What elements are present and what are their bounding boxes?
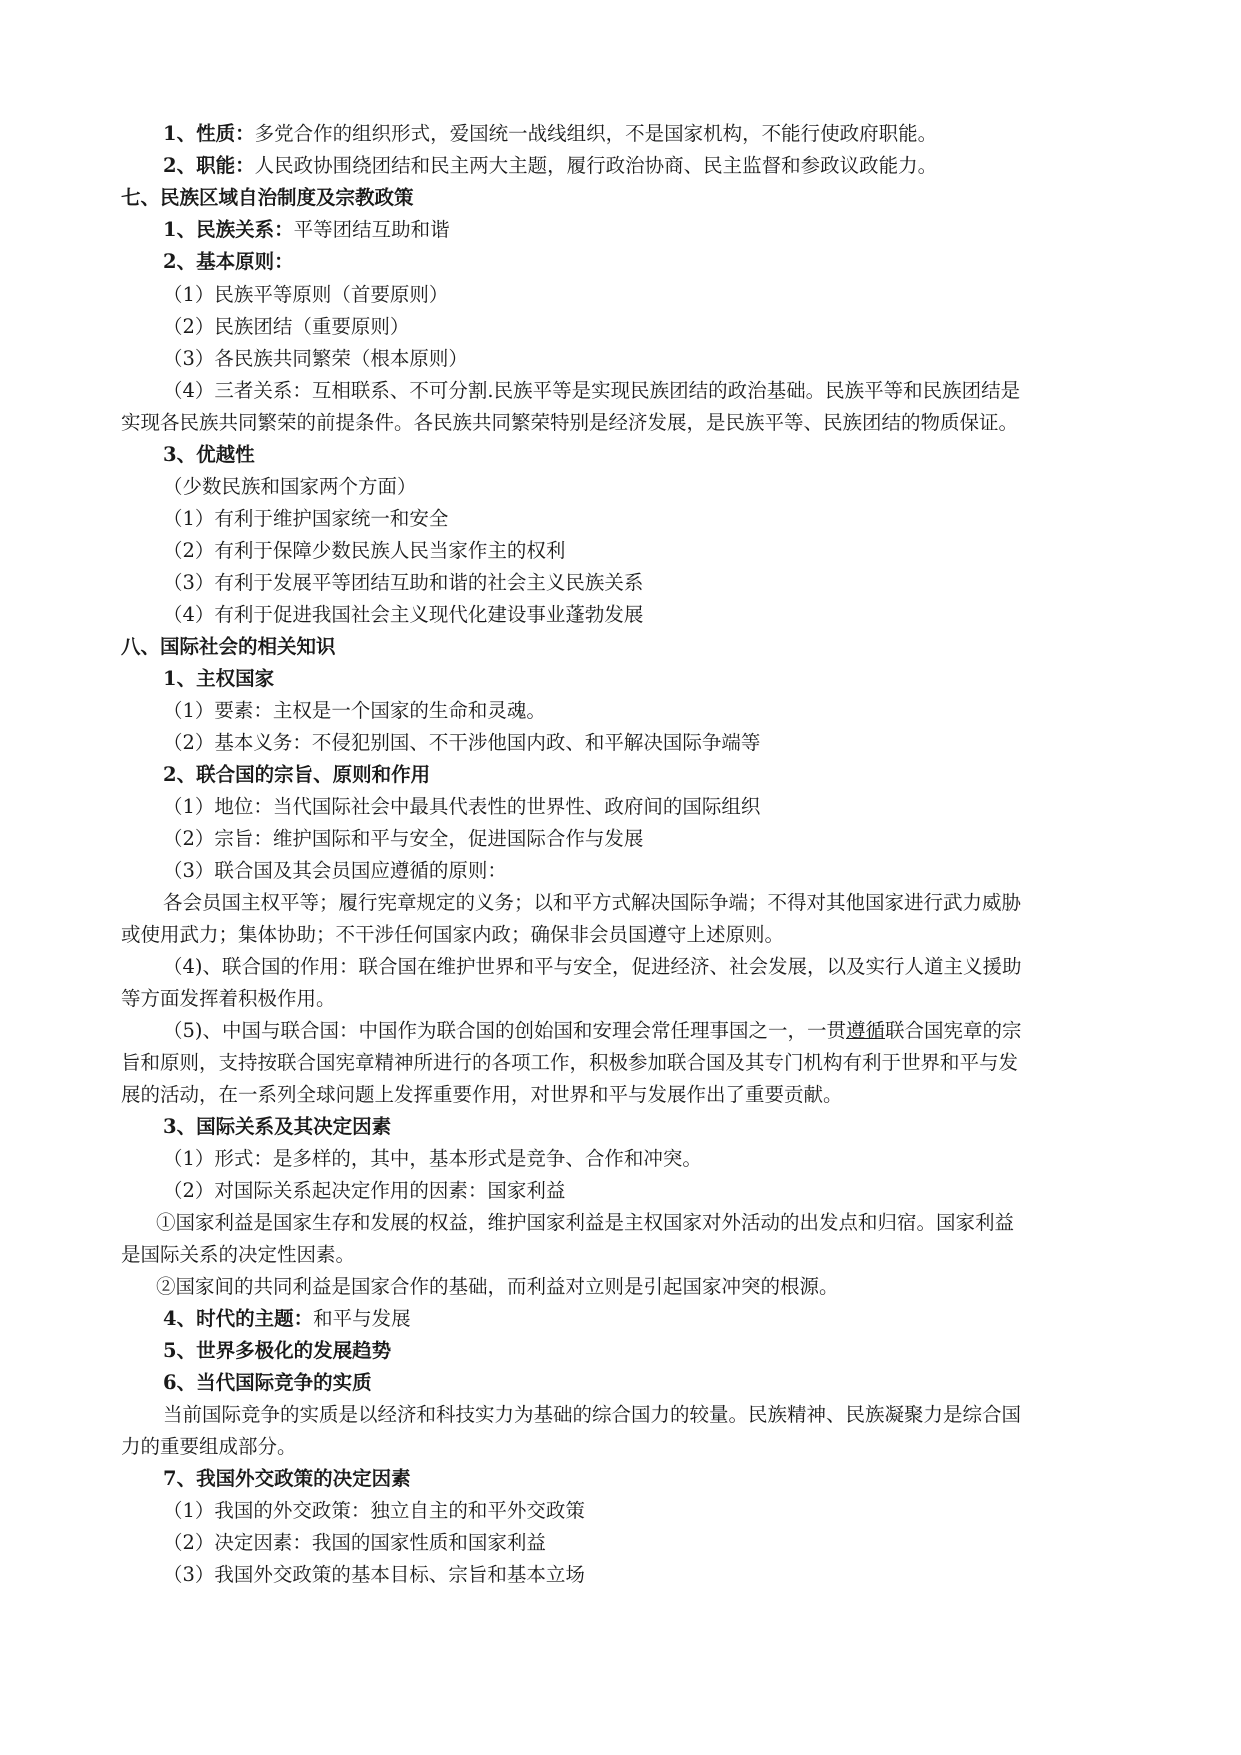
doc-line-text: 和平与发展 (313, 1307, 411, 1330)
doc-line-text: （2）基本义务：不侵犯别国、不干涉他国内政、和平解决国际争端等 (163, 731, 761, 754)
doc-line-heading: 3、国际关系及其决定因素 (163, 1115, 392, 1138)
doc-line (163, 248, 294, 276)
doc-line-text: 展的活动，在一系列全球问题上发挥重要作用，对世界和平与发展作出了重要贡献。 (121, 1083, 843, 1106)
doc-line-text: 是国际关系的决定性因素。 (121, 1243, 356, 1266)
doc-line-text: 联合国宪章的宗 (885, 1019, 1022, 1042)
doc-line-text: 平等团结互助和谐 (293, 218, 450, 241)
doc-line (163, 1337, 391, 1365)
doc-line (163, 697, 546, 725)
doc-line-heading: 1、民族关系： (163, 218, 294, 241)
doc-line (163, 793, 760, 821)
doc-line-heading: 八、国际社会的相关知识 (121, 635, 336, 658)
doc-line (121, 1241, 355, 1269)
doc-line (163, 1145, 702, 1173)
doc-line (156, 1273, 839, 1301)
doc-line-heading: 5、世界多极化的发展趋势 (163, 1339, 392, 1362)
doc-line (163, 345, 468, 373)
doc-line (163, 825, 643, 853)
section-heading (121, 184, 414, 212)
doc-line-heading: 七、民族区域自治制度及宗教政策 (121, 186, 414, 209)
doc-line (163, 537, 565, 565)
underlined-text: 遵循 (846, 1019, 886, 1042)
doc-line (121, 409, 1018, 437)
doc-line-text: 力的重要组成部分。 (121, 1435, 297, 1458)
doc-line-text: ②国家间的共同利益是国家合作的基础，而利益对立则是引起国家冲突的根源。 (156, 1275, 839, 1298)
doc-line (163, 1465, 411, 1493)
doc-line-text: （2）决定因素：我国的国家性质和国家利益 (163, 1531, 546, 1554)
doc-line-text: 旨和原则，支持按联合国宪章精神所进行的各项工作，积极参加联合国及其专门机构有利于世界和平与发 (121, 1051, 1019, 1074)
doc-line (163, 729, 760, 757)
doc-line (163, 761, 430, 789)
doc-line-text: （3）我国外交政策的基本目标、宗旨和基本立场 (163, 1563, 585, 1586)
doc-line (156, 1209, 1014, 1237)
doc-line-text: （4）三者关系：互相联系、不可分割.民族平等是实现民族团结的政治基础。民族平等和民族团结是 (163, 379, 1021, 402)
section-heading (121, 633, 336, 661)
doc-line-heading: 3、优越性 (163, 443, 255, 466)
doc-line (163, 1113, 391, 1141)
doc-line (121, 1433, 297, 1461)
doc-line-heading: 6、当代国际竞争的实质 (163, 1371, 372, 1394)
doc-line-heading: 2、联合国的宗旨、原则和作用 (163, 763, 431, 786)
doc-line (163, 313, 409, 341)
doc-line-text: （1）有利于维护国家统一和安全 (163, 507, 449, 530)
doc-line-heading: 1、主权国家 (163, 667, 275, 690)
doc-line (163, 441, 255, 469)
doc-line-text: （1）地位：当代国际社会中最具代表性的世界性、政府间的国际组织 (163, 795, 761, 818)
doc-line (121, 985, 336, 1013)
doc-line (163, 1017, 1022, 1045)
doc-line (163, 1529, 546, 1557)
doc-line (163, 505, 448, 533)
doc-line (121, 1049, 1018, 1077)
doc-line-heading: 2、基本原则： (163, 250, 294, 273)
doc-line-text: 人民政协围绕团结和民主两大主题，履行政治协商、民主监督和参政议政能力。 (254, 154, 938, 177)
doc-line (163, 152, 937, 180)
doc-line-heading: 4、时代的主题： (163, 1307, 314, 1330)
doc-line (163, 665, 274, 693)
doc-line-text: （4)、联合国的作用：联合国在维护世界和平与安全，促进经济、社会发展，以及实行人道主义援助 (163, 955, 1022, 978)
doc-line-text: （2）有利于保障少数民族人民当家作主的权利 (163, 539, 566, 562)
doc-line (163, 281, 448, 309)
doc-line-text: （2）民族团结（重要原则） (163, 315, 410, 338)
doc-line-text: 当前国际竞争的实质是以经济和科技实力为基础的综合国力的较量。民族精神、民族凝聚力是综合国 (163, 1403, 1022, 1426)
doc-line-text: （5)、中国与联合国：中国作为联合国的创始国和安理会常任理事国之一，一贯 (163, 1019, 847, 1042)
doc-line (163, 569, 643, 597)
doc-line-text: （3）联合国及其会员国应遵循的原则： (163, 859, 507, 882)
doc-line-heading: 2、职能： (163, 154, 255, 177)
doc-line-text: （3）有利于发展平等团结互助和谐的社会主义民族关系 (163, 571, 644, 594)
doc-line (163, 1177, 565, 1205)
doc-line (163, 377, 1020, 405)
doc-line (163, 120, 937, 148)
doc-line-heading: 7、我国外交政策的决定因素 (163, 1467, 411, 1490)
doc-line-text: （1）要素：主权是一个国家的生命和灵魂。 (163, 699, 546, 722)
doc-line-text: 各会员国主权平等；履行宪章规定的义务；以和平方式解决国际争端；不得对其他国家进行武力威胁 (163, 891, 1022, 914)
doc-line-text: 等方面发挥着积极作用。 (121, 987, 336, 1010)
doc-line-text: 实现各民族共同繁荣的前提条件。各民族共同繁荣特别是经济发展，是民族平等、民族团结的物质保证。 (121, 411, 1019, 434)
doc-line (163, 889, 1021, 917)
doc-line-text: （1）我国的外交政策：独立自主的和平外交政策 (163, 1499, 585, 1522)
doc-line-text: （2）宗旨：维护国际和平与安全，促进国际合作与发展 (163, 827, 644, 850)
doc-line-text: 或使用武力；集体协助；不干涉任何国家内政；确保非会员国遵守上述原则。 (121, 923, 785, 946)
doc-line (163, 857, 507, 885)
doc-line-text: ①国家利益是国家生存和发展的权益，维护国家利益是主权国家对外活动的出发点和归宿。国家利益 (156, 1211, 1015, 1234)
doc-line (163, 953, 1022, 981)
doc-line-text: （3）各民族共同繁荣（根本原则） (163, 347, 468, 370)
doc-line-text: （1）形式：是多样的，其中，基本形式是竞争、合作和冲突。 (163, 1147, 702, 1170)
doc-line-text: （少数民族和国家两个方面） (163, 475, 417, 498)
doc-line (163, 473, 417, 501)
doc-line (163, 216, 450, 244)
doc-line (163, 1369, 372, 1397)
doc-line (163, 1401, 1021, 1429)
doc-line (163, 1305, 411, 1333)
doc-line-text: （4）有利于促进我国社会主义现代化建设事业蓬勃发展 (163, 603, 644, 626)
doc-line (163, 1561, 585, 1589)
doc-line-text: 多党合作的组织形式，爱国统一战线组织，不是国家机构，不能行使政府职能。 (254, 122, 938, 145)
doc-line (121, 921, 784, 949)
doc-line (163, 601, 643, 629)
doc-line (163, 1497, 585, 1525)
doc-line-text: （1）民族平等原则（首要原则） (163, 283, 449, 306)
doc-line-text: （2）对国际关系起决定作用的因素：国家利益 (163, 1179, 566, 1202)
doc-line-heading: 1、性质： (163, 122, 255, 145)
doc-line (121, 1081, 843, 1109)
